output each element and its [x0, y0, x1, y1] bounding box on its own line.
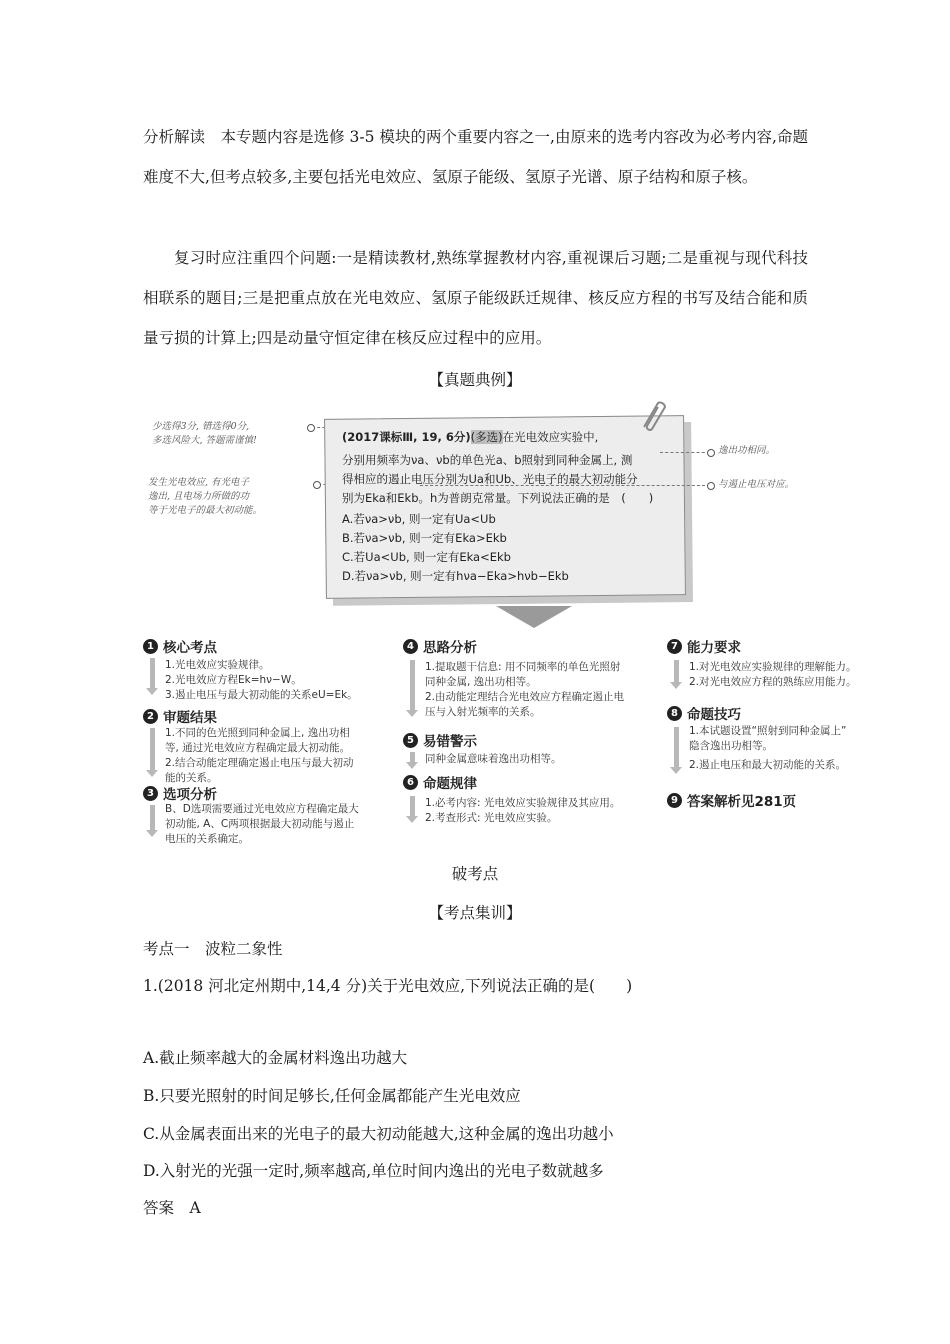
question-1-option-b: B.只要光照射的时间足够长,任何金属都能产生光电效应 [143, 1087, 521, 1105]
section-8-body: 1.本试题设置“照射到同种金属上” 隐含逸出功相等。 2.遏止电压和最大初动能的关系。 [689, 725, 847, 771]
section-7-title: 7 能力要求 [667, 636, 741, 656]
question-1-stem: 1.(2018 河北定州期中,14,4 分)关于光电效应,下列说法正确的是( ) [143, 977, 633, 995]
question-1-option-a: A.截止频率越大的金属材料逸出功越大 [143, 1049, 408, 1067]
question-line-2: 分别用频率为νa、νb的单色光a、b照射到同种金属上, 测 [342, 453, 633, 467]
question-1-option-d: D.入射光的光强一定时,频率越高,单位时间内逸出的光电子数就越多 [143, 1162, 604, 1180]
left-note-2-dot [313, 481, 321, 489]
right-note-2-dot [707, 482, 715, 490]
right-note-2: 与遏止电压对应。 [718, 479, 795, 490]
left-note-1: 少选得3分, 错选得0分, 多选风险大, 答题需谨慎! [152, 421, 257, 446]
question-1-option-c: C.从金属表面出来的光电子的最大初动能越大,这种金属的逸出功越小 [143, 1125, 614, 1143]
section-2-arrow-head [146, 770, 158, 777]
section-4-title: 4 思路分析 [403, 636, 477, 656]
section-7-arrow [674, 660, 679, 682]
section-5-title: 5 易错警示 [403, 730, 477, 750]
heading-kaodian: 【考点集训】 [428, 904, 522, 922]
section-1-body: 1.光电效应实验规律。 2.光电效应方程Ek=hν−W。 3.遏止电压与最大初动能的关系eU=Ek。 [165, 659, 358, 701]
section-6-title: 6 命题规律 [403, 772, 477, 792]
section-4-arrow-head [406, 710, 418, 717]
right-note-1: 逸出功相同。 [718, 445, 776, 456]
section-7-body: 1.对光电效应实验规律的理解能力。 2.对光电效应方程的熟练应用能力。 [689, 661, 857, 688]
section-3-title: 3 选项分析 [143, 783, 217, 803]
intro-paragraph-1: 分析解读 本专题内容是选修 3-5 模块的两个重要内容之一,由原来的选考内容改为必考内容,命题难度不大,但考点较多,主要包括光电效应、氢原子能级、氢原子光谱、原子结构和原子核。 [143, 128, 808, 186]
section-6-body: 1.必考内容: 光电效应实验规律及其应用。 2.考查形式: 光电效应实验。 [425, 797, 621, 824]
section-8-arrow-head [670, 767, 682, 774]
question-option-c: C.若Ua<Ub, 则一定有Eka<Ekb [342, 550, 511, 564]
section-title-pokaodian: 破考点 [451, 865, 499, 883]
section-6-arrow-head [406, 816, 418, 823]
section-3-arrow-head [146, 830, 158, 837]
section-8-title: 8 命题技巧 [667, 703, 741, 723]
section-8-arrow [674, 727, 679, 767]
chevron-down-icon [496, 606, 572, 628]
right-note-1-dot [707, 449, 715, 457]
section-1-arrow [150, 658, 155, 688]
question-line-1: (2017课标Ⅲ, 19, 6分)(多选)在光电效应实验中, [342, 430, 599, 444]
left-note-2: 发生光电效应, 有光电子 逸出, 且电场力所做的功 等于光电子的最大初动能。 [148, 477, 263, 516]
question-option-a: A.若νa>νb, 则一定有Ua<Ub [342, 512, 496, 526]
section-5-arrow-head [406, 762, 418, 769]
section-7-arrow-head [670, 682, 682, 689]
section-1-arrow-head [146, 688, 158, 695]
section-3-body: B、D选项需要通过光电效应方程确定最大 初动能, A、C两项根据最大初动能与遏止 电压的关系确定。 [165, 803, 359, 845]
question-line-3: 得相应的遏止电压分别为Ua和Ub、光电子的最大初动能分 [342, 472, 638, 486]
section-4-arrow [410, 660, 415, 710]
section-1-title: 1 核心考点 [143, 636, 217, 656]
section-2-arrow [150, 728, 155, 770]
section-4-body: 1.提取题干信息: 用不同频率的单色光照射 同种金属, 逸出功相等。 2.由动能定理结合光电效应方程确定遏止电 压与入射光频率的关系。 [425, 661, 625, 718]
section-6-arrow [410, 796, 415, 816]
section-3-arrow [150, 805, 155, 830]
section-5-arrow [410, 752, 415, 762]
section-9-title: 9 答案解析见281页 [667, 790, 796, 810]
topic-heading: 考点一 波粒二象性 [143, 940, 283, 958]
section-5-body: 同种金属意味着逸出功相等。 [425, 753, 562, 765]
question-1-answer: 答案 A [143, 1199, 201, 1217]
section-2-body: 1.不同的色光照到同种金属上, 逸出功相 等, 通过光电效应方程确定最大初动能。 2.结合动能定理确定遏止电压与最大初动 能的关系。 [165, 727, 354, 784]
section-2-title: 2 审题结果 [143, 706, 217, 726]
right-note-1-leader [660, 452, 710, 453]
left-note-1-dot [307, 424, 315, 432]
question-option-d: D.若νa>νb, 则一定有hνa−Eka>hνb−Ekb [342, 569, 569, 583]
heading-zhenti: 【真题典例】 [428, 371, 522, 389]
question-line-4: 别为Eka和Ekb。h为普朗克常量。下列说法正确的是 ( ) [342, 491, 654, 505]
paperclip-icon [638, 397, 666, 431]
question-option-b: B.若νa>νb, 则一定有Eka>Ekb [342, 531, 507, 545]
right-note-2-leader [420, 485, 710, 486]
intro-paragraph-2: 复习时应注重四个问题:一是精读教材,熟练掌握教材内容,重视课后习题;二是重视与现代科技相联系的题目;三是把重点放在光电效应、氢原子能级跃迁规律、核反应方程的书写及结合能和质量亏损的计算上;四是动量守恒定律在核反应过程中的应用。 [143, 249, 808, 347]
